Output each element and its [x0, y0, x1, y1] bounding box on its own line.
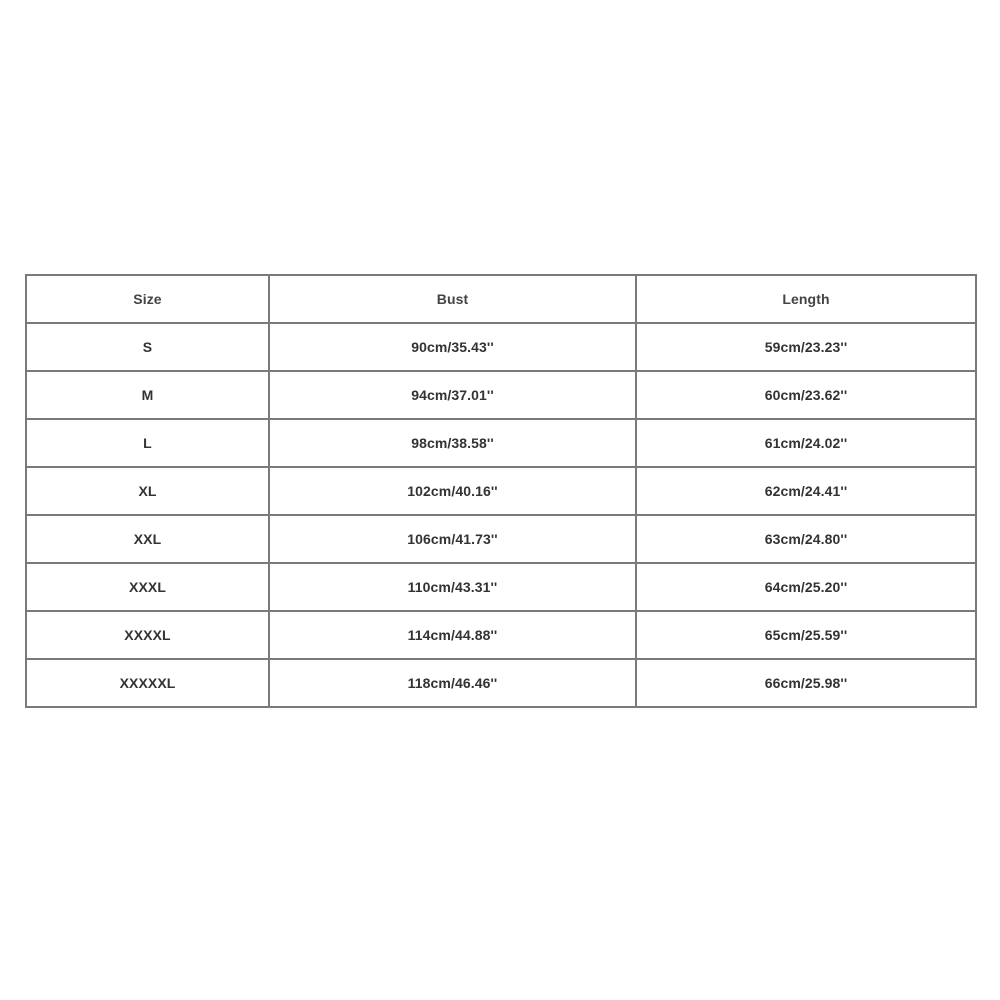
cell-bust: 106cm/41.73'': [269, 515, 636, 563]
header-bust: Bust: [269, 275, 636, 323]
cell-size: S: [26, 323, 269, 371]
cell-bust: 118cm/46.46'': [269, 659, 636, 707]
table-row: [26, 467, 976, 515]
table-row: [26, 659, 976, 707]
cell-length: 65cm/25.59'': [636, 611, 976, 659]
table-header-row: [26, 275, 976, 323]
table-row: [26, 419, 976, 467]
cell-bust: 102cm/40.16'': [269, 467, 636, 515]
cell-length: 63cm/24.80'': [636, 515, 976, 563]
cell-length: 62cm/24.41'': [636, 467, 976, 515]
header-length: Length: [636, 275, 976, 323]
cell-size: L: [26, 419, 269, 467]
cell-size: XXXXL: [26, 611, 269, 659]
size-chart-table: [25, 274, 977, 708]
cell-length: 64cm/25.20'': [636, 563, 976, 611]
cell-length: 66cm/25.98'': [636, 659, 976, 707]
cell-bust: 114cm/44.88'': [269, 611, 636, 659]
cell-size: XXXL: [26, 563, 269, 611]
cell-length: 59cm/23.23'': [636, 323, 976, 371]
cell-bust: 94cm/37.01'': [269, 371, 636, 419]
cell-size: XXXXXL: [26, 659, 269, 707]
cell-size: XL: [26, 467, 269, 515]
cell-size: XXL: [26, 515, 269, 563]
cell-size: M: [26, 371, 269, 419]
table-row: [26, 371, 976, 419]
table-row: [26, 563, 976, 611]
cell-bust: 110cm/43.31'': [269, 563, 636, 611]
table-row: [26, 515, 976, 563]
header-size: Size: [26, 275, 269, 323]
cell-length: 61cm/24.02'': [636, 419, 976, 467]
cell-length: 60cm/23.62'': [636, 371, 976, 419]
cell-bust: 90cm/35.43'': [269, 323, 636, 371]
table-row: [26, 611, 976, 659]
cell-bust: 98cm/38.58'': [269, 419, 636, 467]
table-row: [26, 323, 976, 371]
